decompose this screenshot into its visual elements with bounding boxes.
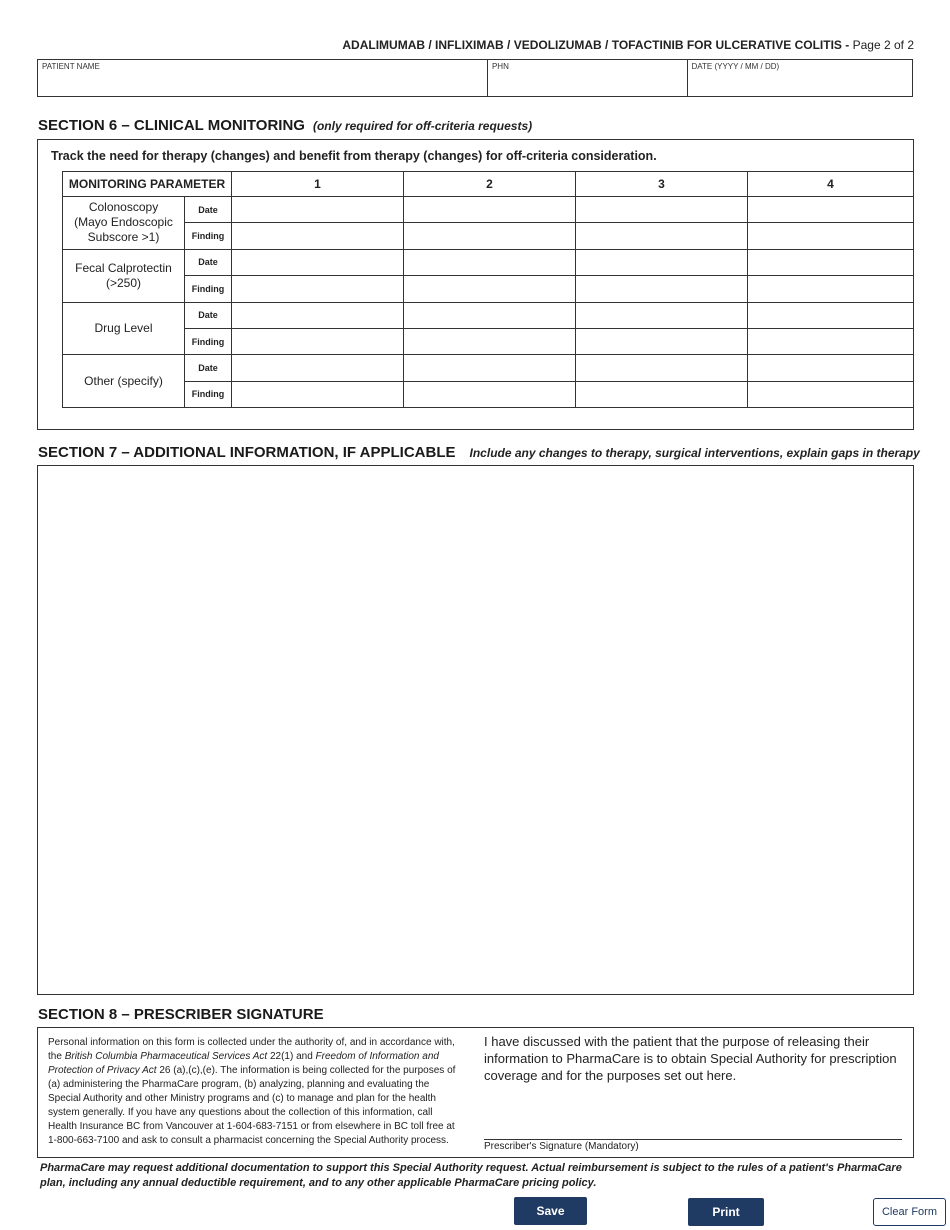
sub-label-date: Date xyxy=(185,355,232,381)
table-row xyxy=(63,302,914,328)
form-title: ADALIMUMAB / INFLIXIMAB / VEDOLIZUMAB / TOFACTINIB FOR ULCERATIVE COLITIS xyxy=(342,38,842,52)
privacy-notice xyxy=(48,1036,456,1148)
sub-label-finding: Finding xyxy=(185,223,232,249)
cell-input[interactable] xyxy=(404,302,576,328)
param-line: (>250) xyxy=(105,275,142,290)
table-row xyxy=(63,381,914,407)
signature-line[interactable] xyxy=(484,1139,902,1140)
section8-title: SECTION 8 – PRESCRIBER SIGNATURE xyxy=(38,1006,324,1023)
cell-input[interactable] xyxy=(576,328,748,354)
signature-label: Prescriber's Signature (Mandatory) xyxy=(484,1141,639,1152)
header-col-4: 4 xyxy=(748,172,914,197)
phn-field[interactable] xyxy=(488,60,688,96)
table-row xyxy=(63,197,914,223)
clear-form-button[interactable]: Clear Form xyxy=(873,1198,946,1226)
cell-input[interactable] xyxy=(576,223,748,249)
additional-info-textarea[interactable] xyxy=(37,465,914,995)
cell-input[interactable] xyxy=(748,381,914,407)
privacy-text: Personal information on this form is collected under the authority of, and in accordance with, the xyxy=(48,1037,455,1062)
cell-input[interactable] xyxy=(404,328,576,354)
table-row xyxy=(63,249,914,275)
cell-input[interactable] xyxy=(404,223,576,249)
sub-label-finding: Finding xyxy=(185,328,232,354)
sub-label-finding: Finding xyxy=(185,276,232,302)
save-button[interactable]: Save xyxy=(514,1197,587,1225)
footer-note: PharmaCare may request additional documentation to support this Special Authority request. Actual reimbursement is subject to the rules of a patient's PharmaCare plan, including any annual deductible requirement, and to any other applicable PharmaCare pricing policy. xyxy=(40,1162,902,1189)
cell-input[interactable] xyxy=(232,223,404,249)
cell-input[interactable] xyxy=(748,197,914,223)
cell-input[interactable] xyxy=(748,276,914,302)
privacy-act-name: British Columbia Pharmaceutical Services Act xyxy=(64,1051,268,1062)
section6-intro: Track the need for therapy (changes) and benefit from therapy (changes) for off-criteria consideration. xyxy=(51,149,657,163)
privacy-text: 26 (a),(c),(e). The information is being collected for the purposes of (a) administering the PharmaCare program, (b) analyzing, planning and evaluating the Special Authority and other Ministry programs and (c) to manage and plan for the health system generally. If you have any questions about the collection of this information, call Health Insurance BC from Vancouver at 1-604-683-7151 or from elsewhere in BC toll free at 1-800-663-7100 and ask to consult a pharmacist concerning the Special Authority process. xyxy=(48,1065,456,1146)
param-drug-level xyxy=(63,302,185,355)
param-other xyxy=(63,355,185,408)
cell-input[interactable] xyxy=(576,276,748,302)
table-header-row xyxy=(63,172,914,197)
section6-title: SECTION 6 – CLINICAL MONITORING xyxy=(38,117,305,134)
section7-heading xyxy=(38,444,920,462)
param-line: Subscore >1) xyxy=(87,230,160,245)
cell-input[interactable] xyxy=(748,249,914,275)
patient-name-field[interactable] xyxy=(38,60,488,96)
param-line: Fecal Calprotectin xyxy=(75,260,172,275)
header-col-1: 1 xyxy=(232,172,404,197)
cell-input[interactable] xyxy=(404,381,576,407)
cell-input[interactable] xyxy=(404,249,576,275)
header-col-3: 3 xyxy=(576,172,748,197)
cell-input[interactable] xyxy=(232,276,404,302)
cell-input[interactable] xyxy=(576,197,748,223)
patient-info-row xyxy=(37,59,913,97)
privacy-text: 22(1) and xyxy=(267,1051,316,1062)
param-line: (Mayo Endoscopic xyxy=(74,215,173,230)
privacy-act-name: Freedom of Information and Protection of Privacy Act xyxy=(48,1051,439,1076)
param-line: Drug Level xyxy=(94,320,153,335)
cell-input[interactable] xyxy=(232,355,404,381)
phn-label: PHN xyxy=(491,62,509,71)
date-label: DATE (YYYY / MM / DD) xyxy=(691,62,780,71)
section6-heading xyxy=(38,117,532,135)
cell-input[interactable] xyxy=(404,197,576,223)
section7-note: Include any changes to therapy, surgical interventions, explain gaps in therapy xyxy=(469,446,920,460)
cell-input[interactable] xyxy=(404,276,576,302)
cell-input[interactable] xyxy=(748,223,914,249)
cell-input[interactable] xyxy=(576,381,748,407)
consent-statement: I have discussed with the patient that the purpose of releasing their information to PharmaCare is to obtain Special Authority for prescription coverage and for the purposes set out here. xyxy=(484,1034,897,1083)
cell-input[interactable] xyxy=(232,302,404,328)
date-field[interactable] xyxy=(688,60,912,96)
sub-label-finding: Finding xyxy=(185,381,232,407)
monitoring-table xyxy=(62,171,914,408)
param-line: Other (specify) xyxy=(84,373,163,388)
cell-input[interactable] xyxy=(232,249,404,275)
page-number: Page 2 of 2 xyxy=(852,38,914,52)
header-monitoring-parameter: MONITORING PARAMETER xyxy=(63,172,232,197)
cell-input[interactable] xyxy=(748,302,914,328)
param-line: Colonoscopy xyxy=(88,200,159,215)
table-row xyxy=(63,328,914,354)
page-header xyxy=(342,38,914,52)
section7-title: SECTION 7 – ADDITIONAL INFORMATION, IF APPLICABLE xyxy=(38,444,456,461)
header-col-2: 2 xyxy=(404,172,576,197)
param-colonoscopy xyxy=(63,197,185,250)
cell-input[interactable] xyxy=(748,328,914,354)
section8-heading xyxy=(38,1006,324,1024)
sub-label-date: Date xyxy=(185,302,232,328)
cell-input[interactable] xyxy=(232,381,404,407)
cell-input[interactable] xyxy=(576,249,748,275)
cell-input[interactable] xyxy=(232,197,404,223)
section6-note: (only required for off-criteria requests) xyxy=(312,119,533,133)
cell-input[interactable] xyxy=(232,328,404,354)
table-row xyxy=(63,223,914,249)
table-row xyxy=(63,355,914,381)
param-fecal-calprotectin xyxy=(63,249,185,302)
cell-input[interactable] xyxy=(404,355,576,381)
cell-input[interactable] xyxy=(748,355,914,381)
cell-input[interactable] xyxy=(576,302,748,328)
cell-input[interactable] xyxy=(576,355,748,381)
sub-label-date: Date xyxy=(185,249,232,275)
title-separator: - xyxy=(841,38,853,52)
table-row xyxy=(63,276,914,302)
sub-label-date: Date xyxy=(185,197,232,223)
patient-name-label: PATIENT NAME xyxy=(42,62,100,71)
print-button[interactable]: Print xyxy=(688,1198,764,1226)
